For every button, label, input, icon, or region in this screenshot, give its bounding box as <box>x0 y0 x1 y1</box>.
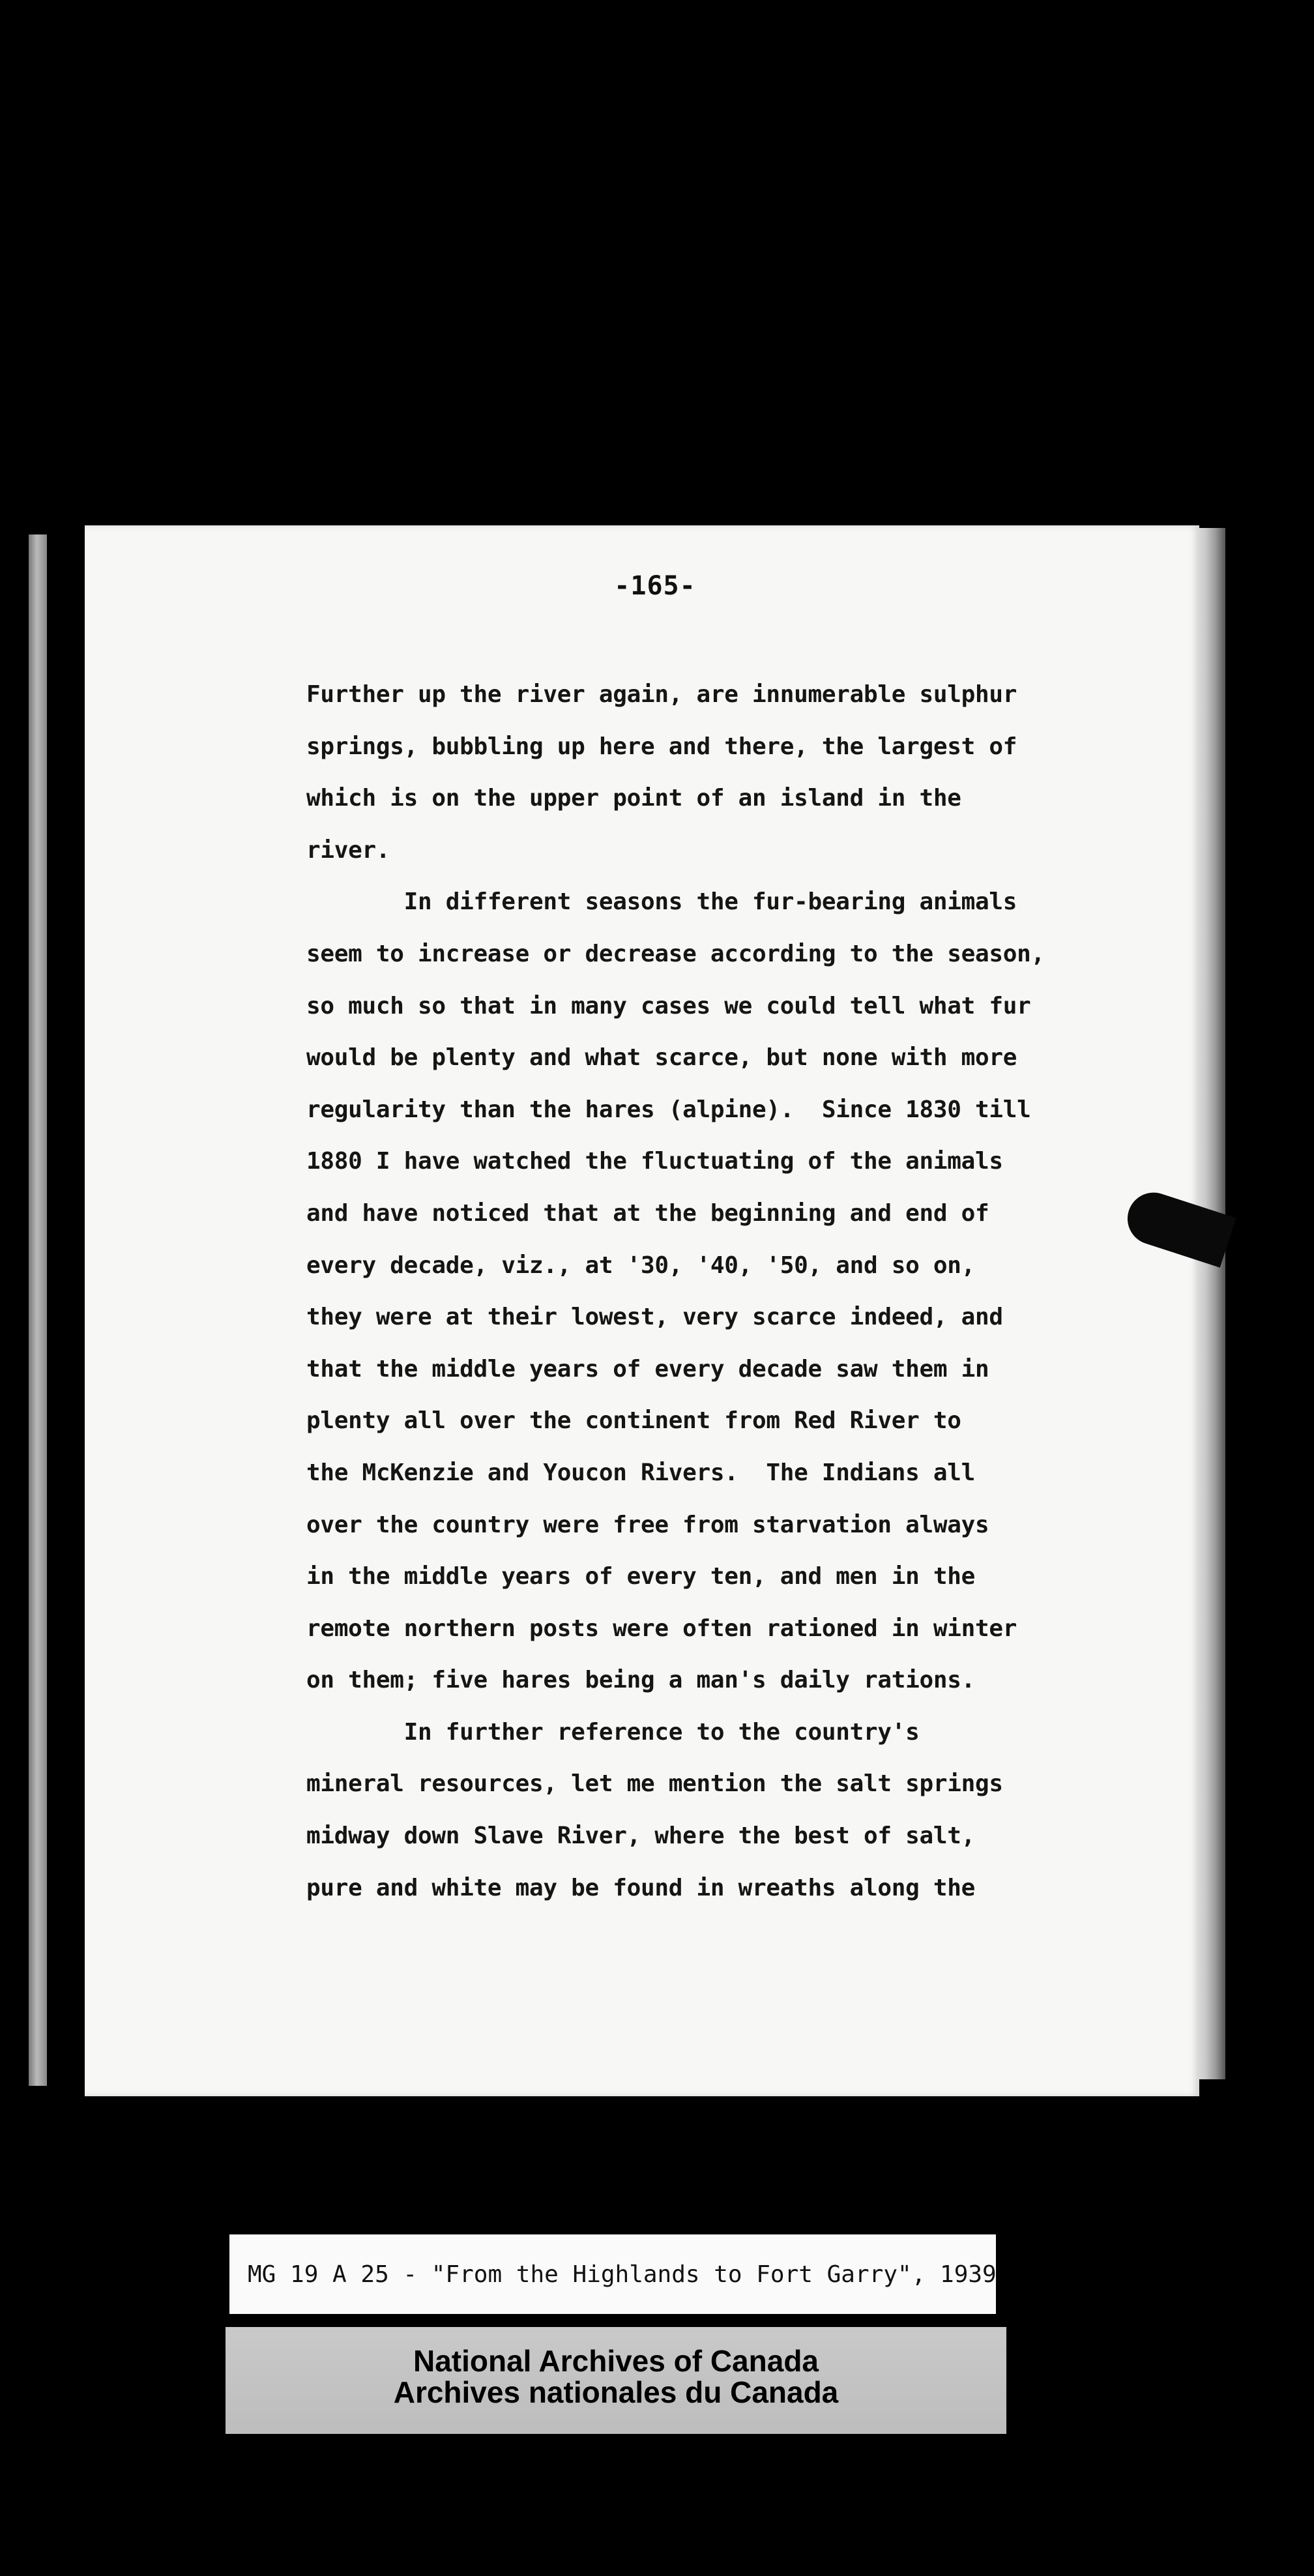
archives-label <box>226 2327 1006 2434</box>
text-line: Further up the river again, are innumerable sulphur <box>306 681 1017 708</box>
text-line: pure and white may be found in wreaths along the <box>306 1874 975 1901</box>
text-line: every decade, viz., at '30, '40, '50, and so on, <box>306 1251 975 1279</box>
text-line: in the middle years of every ten, and men in the <box>306 1563 975 1590</box>
text-line: so much so that in many cases we could tell what fur <box>306 992 1031 1019</box>
text-line: on them; five hares being a man's daily rations. <box>306 1667 975 1694</box>
body-text <box>306 669 1193 1914</box>
text-line: that the middle years of every decade saw them in <box>306 1355 989 1383</box>
text-line: In different seasons the fur-bearing animals <box>306 888 1017 916</box>
text-line: remote northern posts were often rationed in winter <box>306 1615 1017 1642</box>
archives-label-french: Archives nationales du Canada <box>393 2375 839 2409</box>
reference-caption: MG 19 A 25 - "From the Highlands to Fort Garry", 1939 <box>229 2234 996 2314</box>
text-line: regularity than the hares (alpine). Since 1830 till <box>306 1096 1031 1123</box>
text-line: mineral resources, let me mention the salt springs <box>306 1770 1003 1798</box>
text-line: which is on the upper point of an island in the <box>306 785 961 812</box>
text-line: midway down Slave River, where the best of salt, <box>306 1822 975 1850</box>
page-number: -165- <box>614 571 696 601</box>
document-page <box>85 525 1199 2096</box>
text-line: 1880 I have watched the fluctuating of the animals <box>306 1148 1003 1175</box>
text-line: seem to increase or decrease according to the season, <box>306 940 1045 967</box>
archives-label-english: National Archives of Canada <box>413 2344 819 2378</box>
text-line: over the country were free from starvation always <box>306 1511 989 1538</box>
text-line: would be plenty and what scarce, but none with more <box>306 1044 1017 1072</box>
text-line: In further reference to the country's <box>306 1718 920 1746</box>
text-line: river. <box>306 836 390 864</box>
text-line: they were at their lowest, very scarce indeed, and <box>306 1304 1003 1331</box>
film-edge <box>29 534 47 2086</box>
text-line: springs, bubbling up here and there, the largest of <box>306 733 1017 760</box>
text-line: plenty all over the continent from Red River to <box>306 1407 961 1435</box>
text-line: the McKenzie and Youcon Rivers. The Indians all <box>306 1459 975 1486</box>
text-line: and have noticed that at the beginning and end of <box>306 1199 989 1227</box>
